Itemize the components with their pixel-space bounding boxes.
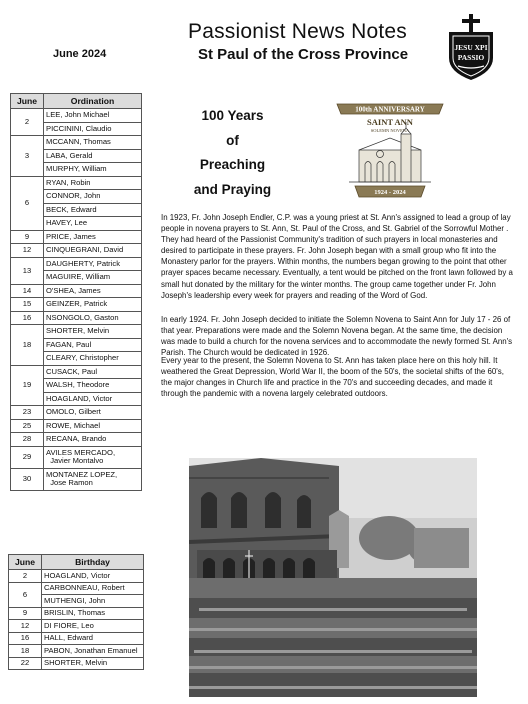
ordination-row [11, 136, 142, 150]
name-line: AVILES MERCADO, [46, 448, 116, 458]
ordination-name: BECK, Edward [44, 203, 142, 217]
ordination-day: 30 [11, 468, 44, 490]
ordination-day: 25 [11, 419, 44, 433]
birthday-header: Birthday [42, 555, 144, 570]
ordination-name: GEINZER, Patrick [44, 298, 142, 312]
ordination-day: 2 [11, 109, 44, 136]
ordination-day: 12 [11, 244, 44, 258]
ordination-name: CLEARY, Christopher [44, 352, 142, 366]
birthday-day: 22 [9, 657, 42, 670]
heading-line: Preaching [199, 157, 266, 172]
birthday-day: 6 [9, 582, 42, 607]
ordination-name: HOAGLAND, Victor [44, 392, 142, 406]
birthday-name: PABON, Jonathan Emanuel [42, 645, 144, 658]
article-heading [185, 104, 280, 202]
ordination-name: CUSACK, Paul [44, 365, 142, 379]
ordination-row [11, 298, 142, 312]
ordination-day: 16 [11, 311, 44, 325]
birthday-name: HALL, Edward [42, 632, 144, 645]
birthday-row [9, 657, 144, 670]
birthday-month-header: June [9, 555, 42, 570]
ordination-row [11, 446, 142, 468]
birthday-name: CARBONNEAU, Robert [42, 582, 144, 595]
ordination-row [11, 433, 142, 447]
ordination-name: CONNOR, John [44, 190, 142, 204]
ordination-name: WALSH, Theodore [44, 379, 142, 393]
ordination-table [10, 93, 142, 491]
passionist-sign-icon [443, 14, 499, 80]
emblem-text: JESU XPI [454, 43, 488, 52]
heading-line: of [226, 132, 239, 148]
ordination-day: 15 [11, 298, 44, 312]
ordination-name: MURPHY, William [44, 163, 142, 177]
ordination-name: RYAN, Robin [44, 176, 142, 190]
ordination-name: HAVEY, Lee [44, 217, 142, 231]
birthday-row [9, 645, 144, 658]
birthday-row [9, 582, 144, 595]
historic-novena-photo [189, 458, 477, 697]
ordination-row [11, 419, 142, 433]
ordination-name: MCCANN, Thomas [44, 136, 142, 150]
ordination-row [11, 468, 142, 490]
ordination-name: FAGAN, Paul [44, 338, 142, 352]
ordination-row [11, 406, 142, 420]
logo-anniversary-text: 100th ANNIVERSARY [355, 105, 425, 114]
ordination-name [44, 468, 142, 490]
ordination-day: 3 [11, 136, 44, 177]
ordination-name: LEE, John Michael [44, 109, 142, 123]
logo-novena-text: SOLEMN NOVENA [370, 128, 410, 133]
birthday-name: SHORTER, Melvin [42, 657, 144, 670]
logo-years-text: 1924 - 2024 [374, 189, 406, 196]
ordination-header: Ordination [44, 94, 142, 109]
ordination-row [11, 109, 142, 123]
ordination-name: PRICE, James [44, 230, 142, 244]
ordination-name: ROWE, Michael [44, 419, 142, 433]
ordination-name: PICCININI, Claudio [44, 122, 142, 136]
ordination-row [11, 365, 142, 379]
ordination-name: OMOLO, Gilbert [44, 406, 142, 420]
birthday-name: HOAGLAND, Victor [42, 570, 144, 583]
ordination-name: DAUGHERTY, Patrick [44, 257, 142, 271]
birthday-day: 12 [9, 620, 42, 633]
ordination-day: 6 [11, 176, 44, 230]
province-subtitle: St Paul of the Cross Province [198, 46, 409, 63]
article-paragraph-3: Every year to the present, the Solemn Novena to St. Ann has taken place here on this holy hill. It weathered the Great Depression, World War II, the boom of the 50's, the societal shifts of the 60's, the major changes in Church life and practice in the 70's and succeeding decades, and made it through the pandemic with a novena largely celebrated outdoors. [161, 356, 504, 399]
heading-line: 100 Years [201, 108, 264, 123]
ordination-row [11, 176, 142, 190]
birthday-day: 16 [9, 632, 42, 645]
ordination-row [11, 230, 142, 244]
logo-name-text: SAINT ANN [367, 117, 413, 127]
ordination-name: LABA, Gerald [44, 149, 142, 163]
ordination-row [11, 284, 142, 298]
birthday-row [9, 607, 144, 620]
name-line: Javier Montalvo [46, 456, 104, 465]
article-paragraph-2: In early 1924. Fr. John Joseph decided to initiate the Solemn Novena to Saint Ann for July 17 - 26 of that year. Preparations were made and the Solemn Novena began. At the same time, the decision was made to build a church for the novena services and to accommodate the newly formed St. Ann's Parish. The Church would be dedicated in 1926. [161, 315, 513, 358]
ordination-month-header: June [11, 94, 44, 109]
ordination-row [11, 325, 142, 339]
anniversary-logo [335, 98, 445, 202]
ordination-day: 9 [11, 230, 44, 244]
ordination-name: RECANA, Brando [44, 433, 142, 447]
ordination-row [11, 257, 142, 271]
birthday-name: DI FIORE, Leo [42, 620, 144, 633]
ordination-day: 14 [11, 284, 44, 298]
ordination-row [11, 244, 142, 258]
ordination-day: 29 [11, 446, 44, 468]
birthday-day: 18 [9, 645, 42, 658]
ordination-name: CINQUEGRANI, David [44, 244, 142, 258]
ordination-day: 19 [11, 365, 44, 406]
ordination-name: NSONGOLO, Gaston [44, 311, 142, 325]
birthday-row [9, 570, 144, 583]
ordination-name: SHORTER, Melvin [44, 325, 142, 339]
ordination-day: 18 [11, 325, 44, 366]
heading-line: and Praying [193, 181, 272, 197]
ordination-day: 28 [11, 433, 44, 447]
issue-date: June 2024 [53, 48, 107, 60]
birthday-name: BRISLIN, Thomas [42, 607, 144, 620]
ordination-row [11, 311, 142, 325]
ordination-name: MAGUIRE, William [44, 271, 142, 285]
newsletter-title: Passionist News Notes [188, 20, 407, 43]
birthday-row [9, 632, 144, 645]
birthday-table [8, 554, 144, 670]
birthday-name: MUTHENGI, John [42, 595, 144, 608]
ordination-day: 13 [11, 257, 44, 284]
birthday-day: 9 [9, 607, 42, 620]
emblem-text: PASSIO [457, 53, 485, 62]
ordination-day: 23 [11, 406, 44, 420]
birthday-row [9, 620, 144, 633]
ordination-name: O'SHEA, James [44, 284, 142, 298]
name-line: MONTANEZ LOPEZ, [46, 470, 118, 480]
ordination-name [44, 446, 142, 468]
name-line: Jose Ramon [46, 478, 93, 487]
article-paragraph-1: In 1923, Fr. John Joseph Endler, C.P. was a young priest at St. Ann's assigned to lead a group of lay people in novena prayers to St. Ann, St. Paul of the Cross, and St. Gabriel of the Sorrowful Mother . They had heard of the Passionist Community's tradition of such prayers in local monasteries and desired to participate in these prayers. Fr. John Joseph began with a small group who fit into the Monastery parlor for the prayers. Within months, the numbers began growing to the point that other prayer spaces became necessary. Eventually, a tent would be pitched on the front lawn followed by a small hut donated by the military for the winter months. The group came together under Fr. John Joseph's leadership every week for prayers and reading of the Word of God. [161, 213, 513, 300]
birthday-day: 2 [9, 570, 42, 583]
